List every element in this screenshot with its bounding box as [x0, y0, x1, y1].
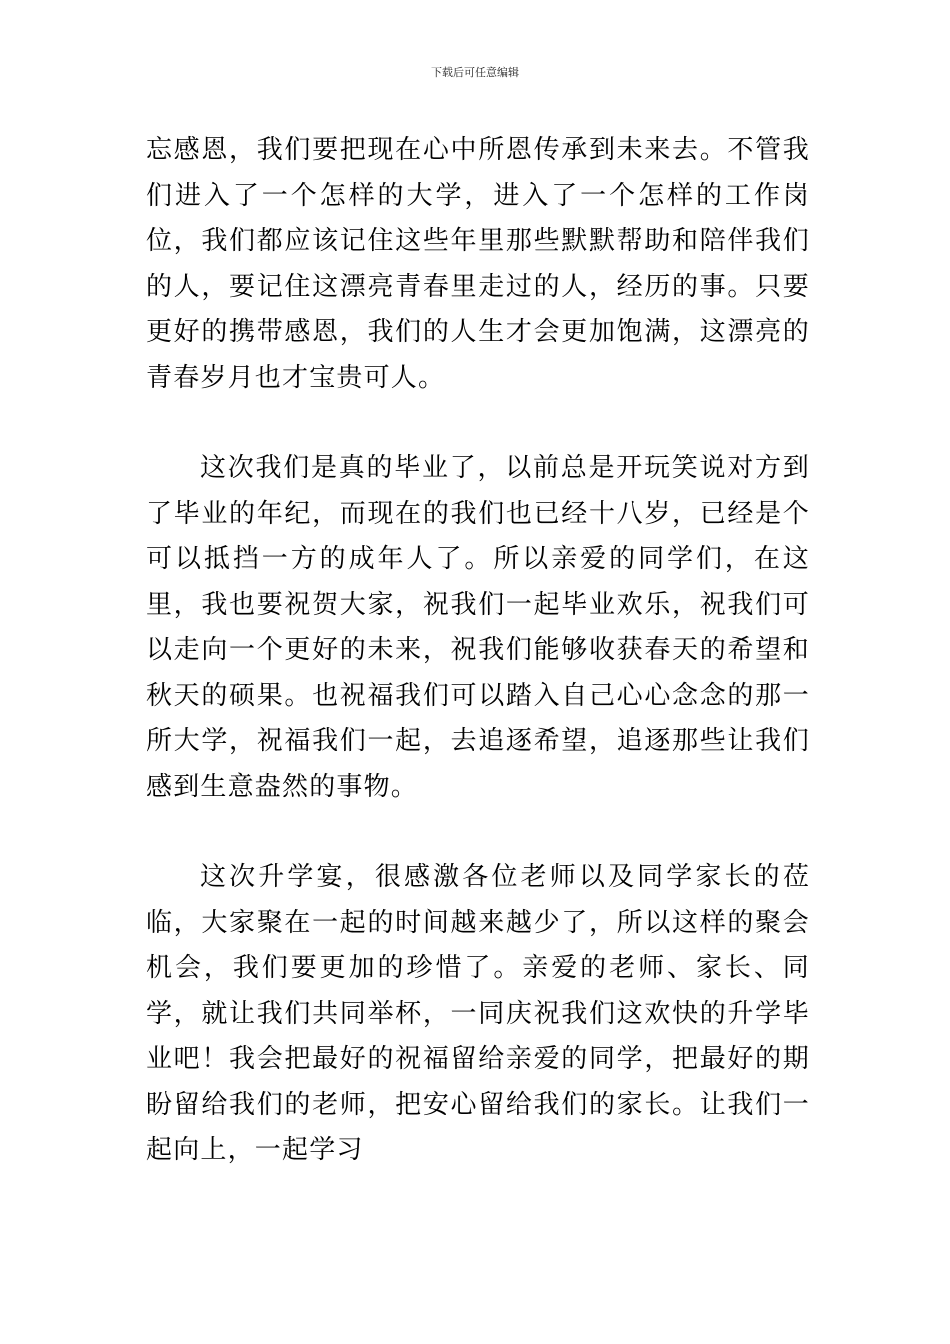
document-body [146, 128, 810, 1174]
paragraph-gap [146, 810, 810, 855]
paragraph-1: 忘感恩，我们要把现在心中所恩传承到未来去。不管我们进入了一个怎样的大学，进入了一个怎样的工作岗位，我们都应该记住这些年里那些默默帮助和陪伴我们的人，要记住这漂亮青春里走过的人，经历的事。只要更好的携带感恩，我们的人生才会更加饱满，这漂亮的青春岁月也才宝贵可人。 [146, 135, 810, 393]
paragraph-3: 这次升学宴，很感激各位老师以及同学家长的莅临，大家聚在一起的时间越来越少了，所以这样的聚会机会，我们要更加的珍惜了。亲爱的老师、家长、同学，就让我们共同举杯，一同庆祝我们这欢快的升学毕业吧！我会把最好的祝福留给亲爱的同学，把最好的期盼留给我们的老师，把安心留给我们的家长。让我们一起向上，一起学习 [146, 862, 810, 1165]
paragraph-2: 这次我们是真的毕业了，以前总是开玩笑说对方到了毕业的年纪，而现在的我们也已经十八岁，已经是个可以抵挡一方的成年人了。所以亲爱的同学们，在这里，我也要祝贺大家，祝我们一起毕业欢乐，祝我们可以走向一个更好的未来，祝我们能够收获春天的希望和秋天的硕果。也祝福我们可以踏入自己心心念念的那一所大学，祝福我们一起，去追逐希望，追逐那些让我们感到生意盎然的事物。 [146, 453, 810, 802]
page-header: 下载后可任意编辑 [431, 66, 519, 79]
paragraph-gap [146, 401, 810, 446]
